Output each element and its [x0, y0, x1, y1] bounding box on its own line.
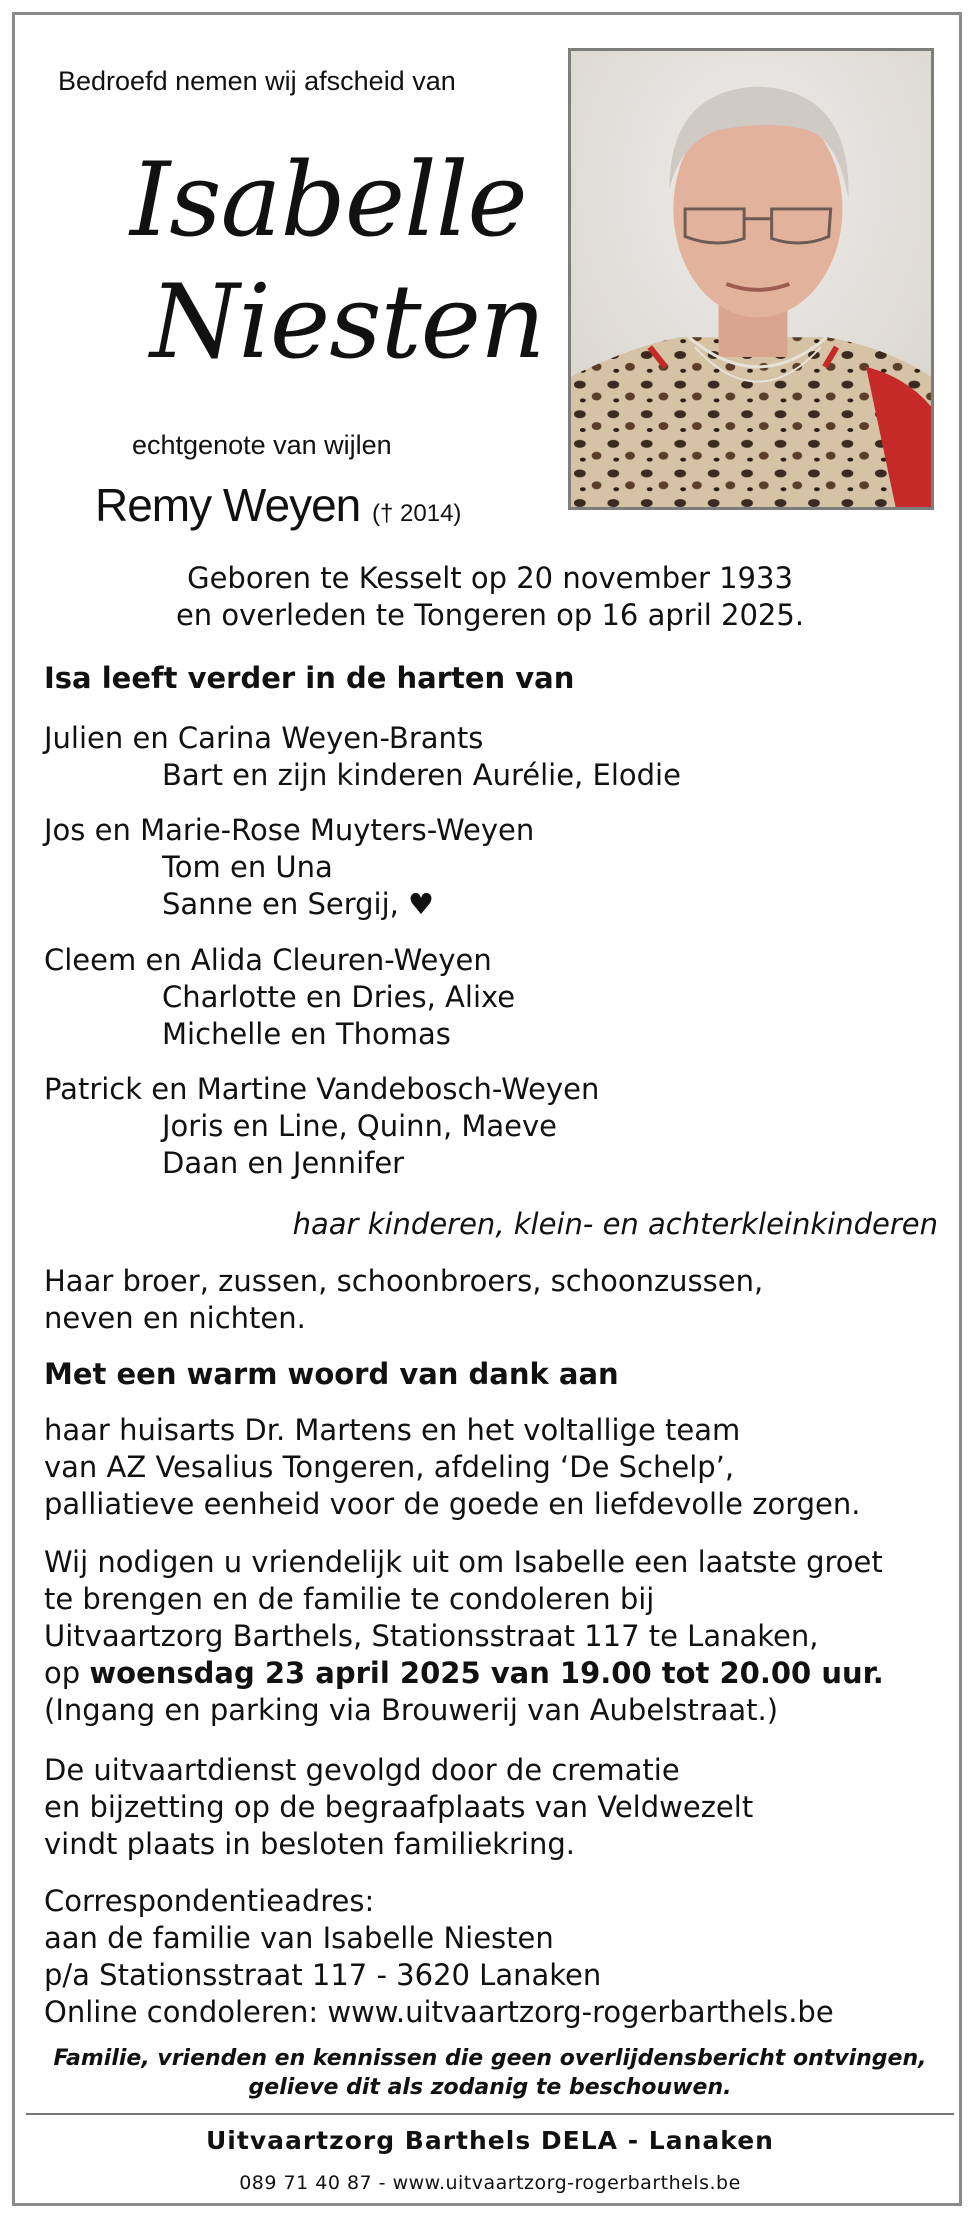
relatives-line: Haar broer, zussen, schoonbroers, schoonzussen, [44, 1264, 764, 1298]
correspondence-line: Correspondentieadres: [44, 1884, 375, 1918]
deceased-last-name: Niesten [150, 263, 545, 382]
spouse-intro: echtgenote van wijlen [132, 430, 392, 460]
service-line: De uitvaartdienst gevolgd door de crematie [44, 1753, 680, 1787]
footer-divider [26, 2113, 954, 2115]
birth-death-lines [0, 560, 980, 634]
invitation-line: te brengen en de familie te condoleren bij [44, 1582, 655, 1616]
service-line: en bijzetting op de begraafplaats van Veldwezelt [44, 1790, 754, 1824]
service-text [44, 1752, 753, 1863]
family-group-1 [44, 720, 681, 794]
thanks-line: haar huisarts Dr. Martens en het voltallige team [44, 1413, 741, 1447]
parking-note: (Ingang en parking via Brouwerij van Aubelstraat.) [44, 1693, 779, 1727]
family-child: Charlotte en Dries, Alixe [162, 980, 516, 1014]
family-group-3 [44, 942, 515, 1053]
notice-line: gelieve dit als zodanig te beschouwen. [248, 2075, 732, 2100]
family-child: Michelle en Thomas [162, 1017, 451, 1051]
portrait-photo [568, 48, 934, 510]
thanks-heading: Met een warm woord van dank aan [44, 1357, 619, 1391]
spouse-name: Remy Weyen [95, 479, 361, 531]
thanks-line: palliatieve eenheid voor de goede en liefdevolle zorgen. [44, 1487, 861, 1521]
invitation-text [44, 1544, 884, 1729]
family-group-4 [44, 1071, 599, 1182]
invitation-line: Wij nodigen u vriendelijk uit om Isabelle een laatste groet [44, 1545, 883, 1579]
family-group-2 [44, 812, 534, 923]
death-line: en overleden te Tongeren op 16 april 2025. [175, 598, 805, 632]
spouse-death-year: († 2014) [372, 500, 462, 527]
invitation-line: Uitvaartzorg Barthels, Stationsstraat 117 te Lanaken, [44, 1619, 819, 1653]
funeral-home-contact: 089 71 40 87 - www.uitvaartzorg-rogerbarthels.be [239, 2172, 741, 2194]
thanks-text [44, 1412, 860, 1523]
date-prefix: op [44, 1656, 90, 1690]
service-line: vindt plaats in besloten familiekring. [44, 1827, 575, 1861]
relatives-line: neven en nichten. [44, 1301, 306, 1335]
family-parent: Cleem en Alida Cleuren-Weyen [44, 943, 492, 977]
notice-text [0, 2044, 980, 2102]
portrait-illustration [571, 51, 931, 507]
thanks-line: van AZ Vesalius Tongeren, afdeling ‘De Schelp’, [44, 1450, 735, 1484]
family-signature: haar kinderen, klein- en achterkleinkinderen [292, 1207, 938, 1241]
family-parent: Patrick en Martine Vandebosch-Weyen [44, 1072, 600, 1106]
birth-line: Geboren te Kesselt op 20 november 1933 [187, 561, 793, 595]
notice-line: Familie, vrienden en kennissen die geen overlijdensbericht ontvingen, [53, 2046, 927, 2071]
visitation-date-line [44, 1655, 884, 1692]
deceased-first-name: Isabelle [130, 141, 527, 260]
spouse-line [95, 478, 461, 532]
correspondence-line: p/a Stationsstraat 117 - 3620 Lanaken [44, 1958, 602, 1992]
family-child: Joris en Line, Quinn, Maeve [162, 1109, 558, 1143]
family-heading: Isa leeft verder in de harten van [44, 661, 575, 695]
family-child: Bart en zijn kinderen Aurélie, Elodie [162, 758, 681, 792]
family-child: Daan en Jennifer [162, 1146, 405, 1180]
family-parent: Jos en Marie-Rose Muyters-Weyen [44, 813, 535, 847]
visitation-date: woensdag 23 april 2025 van 19.00 tot 20.00 uur. [89, 1656, 884, 1690]
relatives-text [44, 1263, 763, 1337]
correspondence-text [44, 1883, 834, 2031]
intro-text: Bedroefd nemen wij afscheid van [58, 66, 456, 96]
funeral-home-name: Uitvaartzorg Barthels DELA - Lanaken [206, 2126, 774, 2155]
correspondence-line: aan de familie van Isabelle Niesten [44, 1921, 554, 1955]
family-child: Tom en Una [162, 850, 333, 884]
family-child: Sanne en Sergij, ♥ [162, 887, 435, 921]
correspondence-line: Online condoleren: www.uitvaartzorg-rogerbarthels.be [44, 1995, 834, 2029]
family-parent: Julien en Carina Weyen-Brants [44, 721, 484, 755]
